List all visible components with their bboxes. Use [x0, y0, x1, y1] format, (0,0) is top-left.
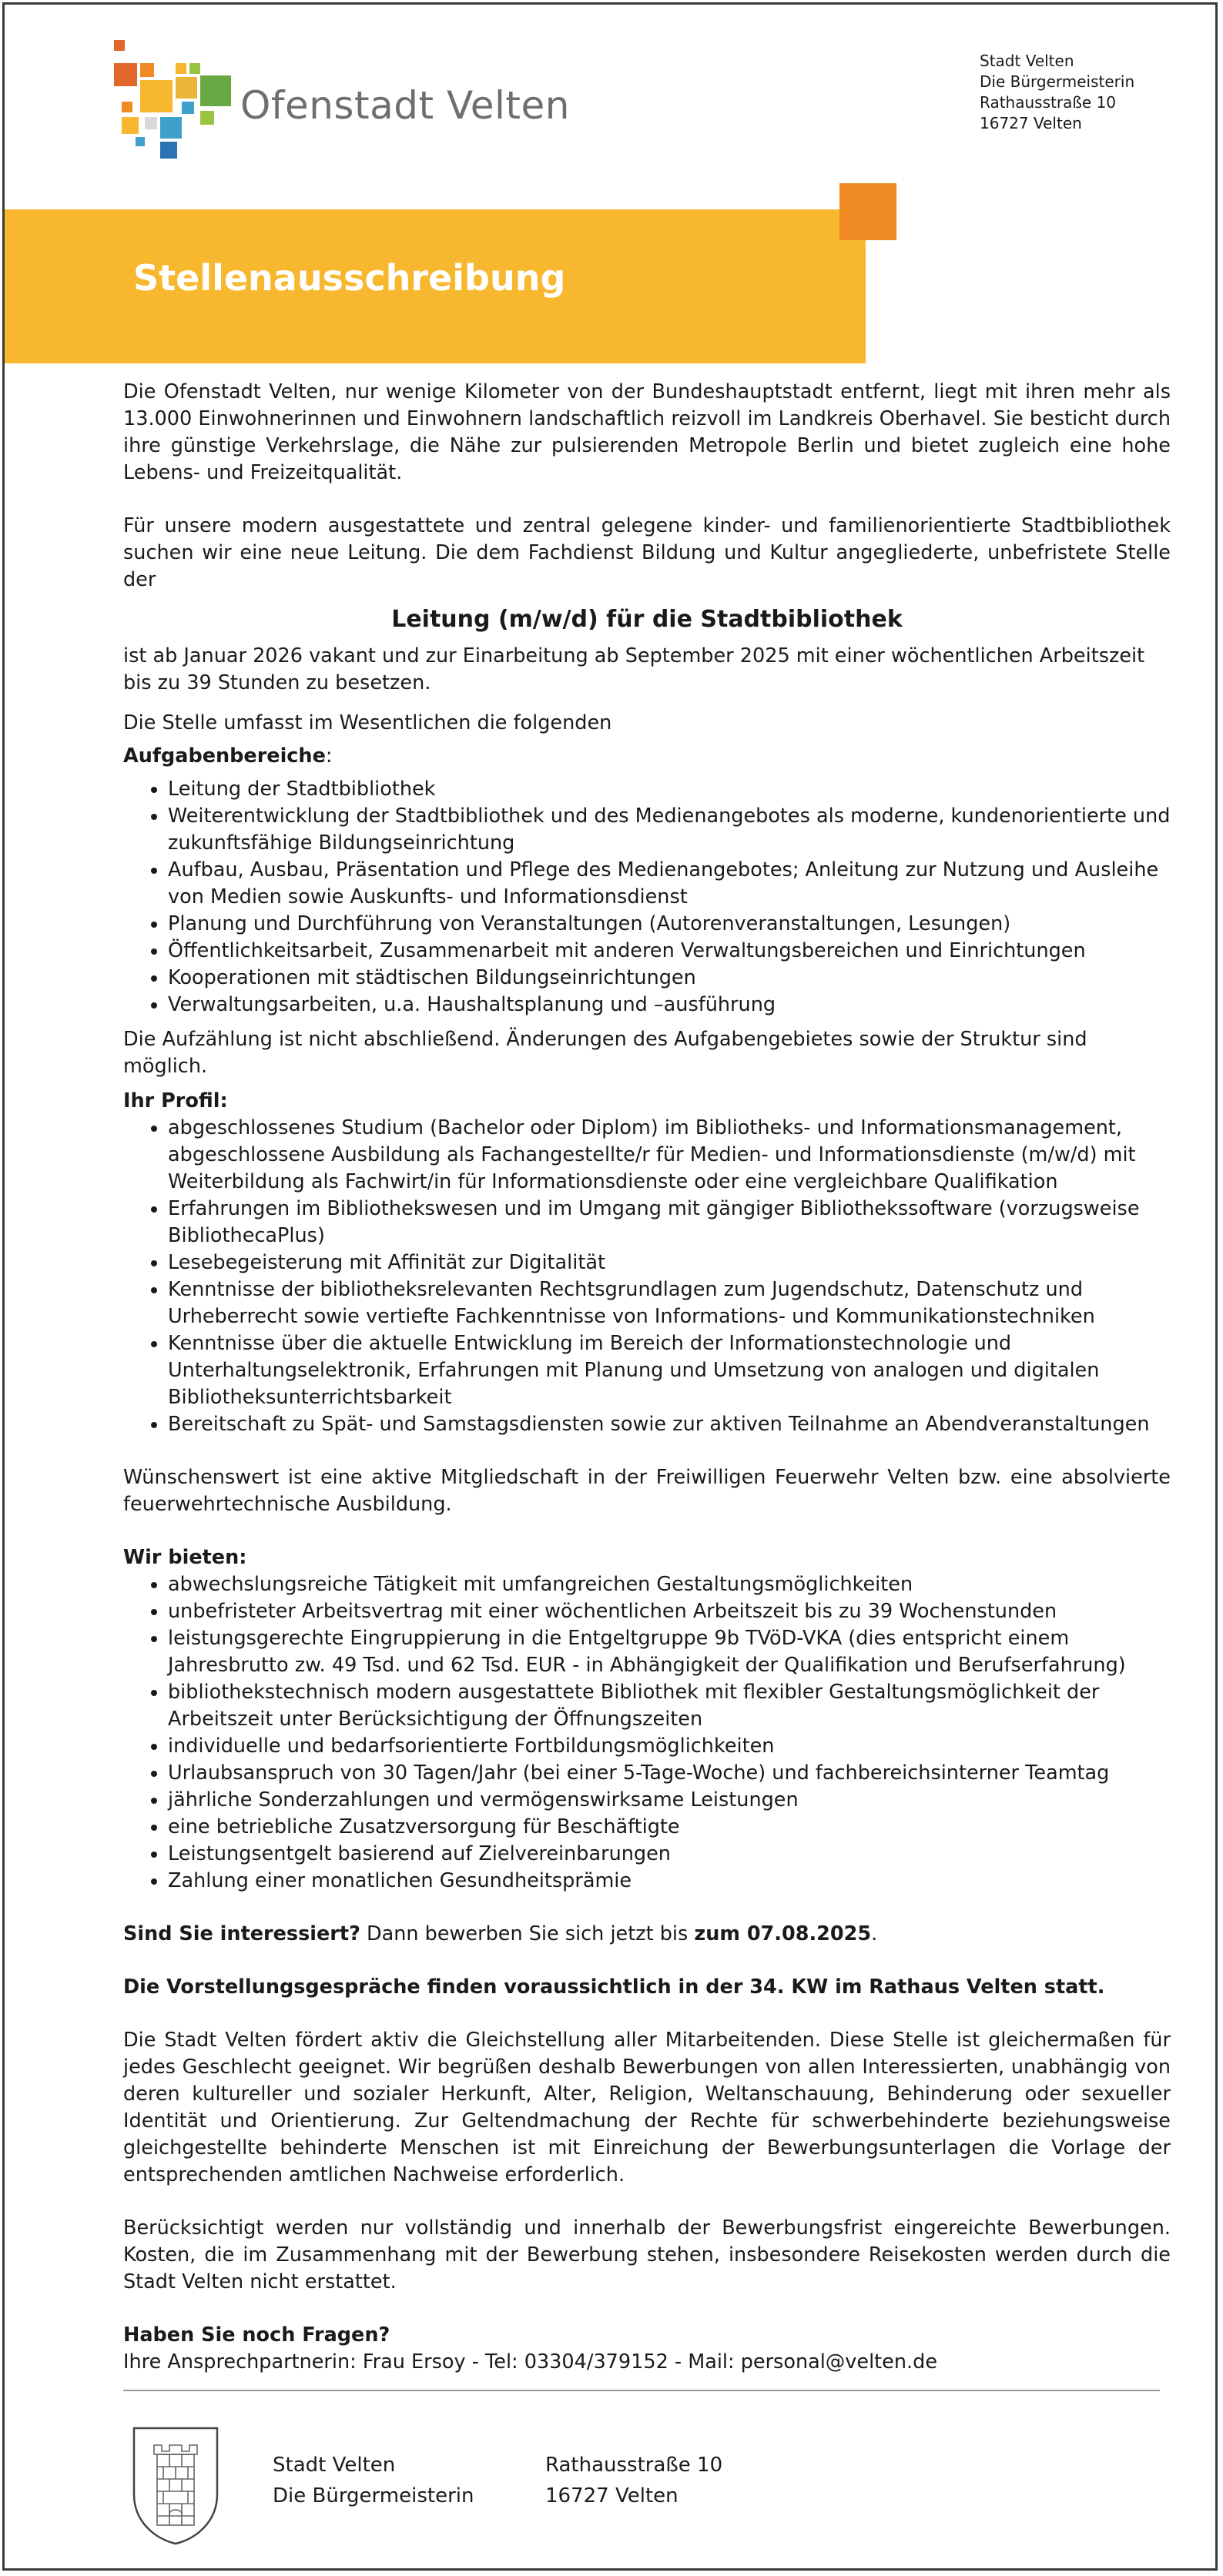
costs-paragraph: Berücksichtigt werden nur vollständig und innerhalb der Bewerbungsfrist eingereichte Bewerbungen. Kosten, die im Zusammenhang mit der Bewerbung stehen, insbesondere Reisekosten werden durch die Stadt Velten nicht erstattet.: [123, 2216, 1171, 2293]
banner-accent-square: [839, 183, 896, 240]
contact-line: Ihre Ansprechpartnerin: Frau Ersoy - Tel: 03304/379152 - Mail: personal@velten.de: [123, 2350, 938, 2374]
list-item: • Erfahrungen im Bibliothekswesen und im Umgang mit gängiger Bibliothekssoftware (vorzugsweise BibliothecaPlus): [168, 1196, 1171, 1250]
footer-line: Stadt Velten: [273, 2454, 396, 2477]
wish-paragraph: Wünschenswert ist eine aktive Mitgliedschaft in der Freiwilligen Feuerwehr Velten bzw. eine absolvierte feuerwehrtechnische Ausbildung.: [123, 1466, 1171, 1516]
list-item: • Verwaltungsarbeiten, u.a. Haushaltsplanung und –ausführung: [168, 992, 1171, 1019]
address-line: Stadt Velten: [980, 52, 1074, 70]
list-item: • Planung und Durchführung von Veranstaltungen (Autorenveranstaltungen, Lesungen): [168, 911, 1171, 938]
tasks-note: Die Aufzählung ist nicht abschließend. Änderungen des Aufgabengebietes sowie der Struktur sind möglich.: [123, 1028, 1087, 1078]
list-item: • Urlaubsanspruch von 30 Tagen/Jahr (bei einer 5-Tage-Woche) und fachbereichsinterner Teamtag: [168, 1760, 1171, 1787]
job-posting-body: [123, 379, 1171, 2376]
list-item: • Bereitschaft zu Spät- und Samstagsdiensten sowie zur aktiven Teilnahme an Abendveranstaltungen: [168, 1411, 1171, 1438]
address-line: Die Bürgermeisterin: [980, 72, 1135, 91]
deadline-paragraph: Sind Sie interessiert? Dann bewerben Sie sich jetzt bis zum 07.08.2025.: [123, 1922, 878, 1945]
list-item: • unbefristeter Arbeitsvertrag mit einer wöchentlichen Arbeitszeit bis zu 39 Wochenstunden: [168, 1598, 1171, 1625]
intro-paragraph: Die Ofenstadt Velten, nur wenige Kilometer von der Bundeshauptstadt entfernt, liegt mit ihren mehr als 13.000 Einwohnerinnen und Einwohnern landschaftlich reizvoll im Landkreis Oberhavel. Sie besticht durch ihre günstige Verkehrslage, die Nähe zur pulsierenden Metropole Berlin und bietet zugleich eine hohe Lebens- und Freizeitqualität.: [123, 380, 1171, 484]
intro-paragraph: Für unsere modern ausgestattete und zentral gelegene kinder- und familienorientierte Stadtbibliothek suchen wir eine neue Leitung. Die dem Fachdienst Bildung und Kultur angegliederte, unbefristete Stelle der: [123, 514, 1171, 591]
start-paragraph: ist ab Januar 2026 vakant und zur Einarbeitung ab September 2025 mit einer wöchentlichen Arbeitszeit bis zu 39 Stunden zu besetzen.: [123, 644, 1145, 694]
job-title: Leitung (m/w/d) für die Stadtbibliothek: [391, 606, 903, 633]
list-item: • jährliche Sonderzahlungen und vermögenswirksame Leistungen: [168, 1787, 1171, 1814]
list-item: • eine betriebliche Zusatzversorgung für Beschäftigte: [168, 1814, 1171, 1841]
list-item: • Kooperationen mit städtischen Bildungseinrichtungen: [168, 965, 1171, 992]
address-line: Rathausstraße 10: [980, 93, 1117, 112]
list-item: • Öffentlichkeitsarbeit, Zusammenarbeit mit anderen Verwaltungsbereichen und Einrichtungen: [168, 938, 1171, 965]
tasks-intro: Die Stelle umfasst im Wesentlichen die folgenden: [123, 711, 612, 734]
profile-heading: Ihr Profil:: [123, 1089, 228, 1112]
list-item: • Lesebegeisterung mit Affinität zur Digitalität: [168, 1250, 1171, 1276]
list-item: • individuelle und bedarfsorientierte Fortbildungsmöglichkeiten: [168, 1733, 1171, 1760]
list-item: • Leitung der Stadtbibliothek: [168, 776, 1171, 803]
list-item: • Kenntnisse über die aktuelle Entwicklung im Bereich der Informationstechnologie und Unterhaltungselektronik, Erfahrungen mit Planung und Umsetzung von analogen und digitalen Bibliotheksunterrichtsbarkeit: [168, 1330, 1171, 1411]
tasks-list: [123, 776, 1171, 1019]
equality-paragraph: Die Stadt Velten fördert aktiv die Gleichstellung aller Mitarbeitenden. Diese Stelle ist gleichermaßen für jedes Geschlecht geeignet. Wir begrüßen deshalb Bewerbungen von allen Interessierten, unabhängig von deren kultureller und sozialer Herkunft, Alter, Religion, Weltanschauung, Behinderung oder sexueller Identität und Orientierung. Zur Geltendmachung der Rechte für schwerbehinderte beziehungsweise gleichgestellte behinderte Menschen ist mit Einreichung der Bewerbungsunterlagen die Vorlage der entsprechenden amtlichen Nachweise erforderlich.: [123, 2029, 1171, 2186]
interviews-paragraph: Die Vorstellungsgespräche finden voraussichtlich in der 34. KW im Rathaus Velten statt.: [123, 1975, 1105, 1999]
offer-list: [123, 1571, 1171, 1895]
address-line: 16727 Velten: [980, 114, 1082, 132]
list-item: • Leistungsentgelt basierend auf Zielvereinbarungen: [168, 1841, 1171, 1868]
banner-title: Stellenausschreibung: [133, 257, 566, 299]
list-item: • Weiterentwicklung der Stadtbibliothek und des Medienangebotes als moderne, kundenorientierte und zukunftsfähige Bildungseinrichtung: [168, 803, 1171, 857]
list-item: • abgeschlossenes Studium (Bachelor oder Diplom) im Bibliotheks- und Informationsmanagement, abgeschlossene Ausbildung als Fachangestellte/r für Medien- und Informationsdienste (m/w/d) mit Weiterbildung als Fachwirt/in für Informationsdienste oder eine vergleichbare Qualifikation: [168, 1115, 1171, 1196]
list-item: • Aufbau, Ausbau, Präsentation und Pflege des Medienangebotes; Anleitung zur Nutzung und Ausleihe von Medien sowie Auskunfts- und Informationsdienst: [168, 857, 1171, 911]
list-item: • Kenntnisse der bibliotheksrelevanten Rechtsgrundlagen zum Jugendschutz, Datenschutz und Urheberrecht sowie vertiefte Fachkenntnisse von Informations- und Kommunikationstechniken: [168, 1276, 1171, 1330]
footer-sender: [273, 2450, 474, 2511]
deadline-date: zum 07.08.2025: [694, 1922, 872, 1945]
list-item: • Zahlung einer monatlichen Gesundheitsprämie: [168, 1868, 1171, 1895]
offer-heading: Wir bieten:: [123, 1546, 247, 1569]
footer-address: [545, 2450, 722, 2511]
questions-heading: Haben Sie noch Fragen?: [123, 2323, 390, 2347]
footer-line: Die Bürgermeisterin: [273, 2484, 474, 2507]
list-item: • abwechslungsreiche Tätigkeit mit umfangreichen Gestaltungsmöglichkeiten: [168, 1571, 1171, 1598]
coat-of-arms-icon: [129, 2424, 222, 2547]
city-logo-icon: [114, 40, 230, 167]
tasks-heading: Aufgabenbereiche:: [123, 744, 333, 768]
footer-line: Rathausstraße 10: [545, 2454, 723, 2477]
footer-divider: [123, 2390, 1160, 2391]
profile-list: [123, 1115, 1171, 1438]
list-item: • bibliothekstechnisch modern ausgestattete Bibliothek mit flexibler Gestaltungsmöglichkeit der Arbeitszeit unter Berücksichtigung der Öffnungszeiten: [168, 1679, 1171, 1733]
list-item: • leistungsgerechte Eingruppierung in die Entgeltgruppe 9b TVöD-VKA (dies entspricht einem Jahresbrutto zw. 49 Tsd. und 62 Tsd. EUR - in Abhängigkeit der Qualifikation und Berufserfahrung): [168, 1625, 1171, 1679]
logo-wordmark: Ofenstadt Velten: [240, 83, 570, 128]
sender-address: [980, 51, 1134, 134]
footer-line: 16727 Velten: [545, 2484, 679, 2507]
